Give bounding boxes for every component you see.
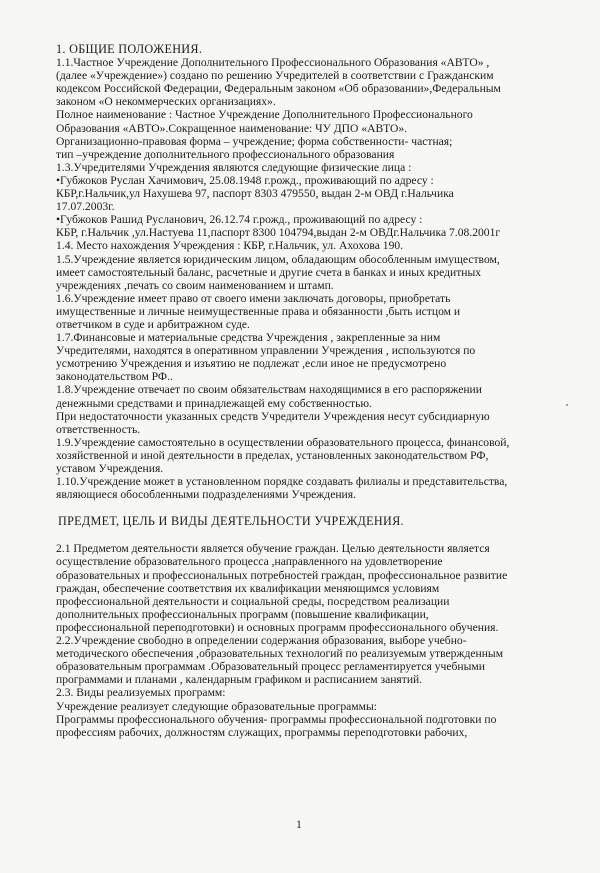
text-line: 17.07.2003г. [56,200,115,214]
section-general-body [56,56,576,501]
text-line: являющиеся обособленными подразделениями Учреждения. [56,488,356,502]
text-line: образовательных и профессиональных потребностей граждан, профессиональное развитие [56,568,508,582]
text-line: образовательным программам .Образовательный процесс регламентируется учебными [56,660,485,674]
text-line: 1.8.Учреждение отвечает по своим обязательствам находящимися в его распоряжении [56,383,482,397]
text-line: усмотрению Учреждения и изъятию не подлежат ,если иное не предусмотрено [56,357,447,371]
document-body [56,43,576,739]
text-line: учреждениях ,печать со своим наименованием и штамп. [56,278,334,292]
text-line: Полное наименование : Частное Учреждение Дополнительного Профессионального [56,108,473,122]
section-subject-body [56,542,576,738]
text-line: 1.7.Финансовые и материальные средства Учреждения , закрепленные за ним [56,331,441,345]
text-line: 1.3.Учредителями Учреждения являются следующие физические лица : [56,160,412,174]
scan-speck [566,404,568,406]
text-line: При недостаточности указанных средств Учредители Учреждения несут субсидиарную [56,409,490,423]
text-line: •Губжоков Рашид Русланович, 26.12.74 г.рожд., проживающий по адресу : [56,213,423,227]
text-line: методического обеспечения ,образовательных технологий по реализуемым утвержденным [56,647,504,661]
text-line: Организационно-правовая форма – учреждение; форма собственности- частная; [56,134,453,148]
text-line: осуществление образовательного процесса ,направленного на удовлетворение [56,555,443,569]
text-line: уставом Учреждения. [56,462,164,475]
text-line: 1.1.Частное Учреждение Дополнительного Профессионального Образования «АВТО» , [56,56,490,70]
text-line: 1.6.Учреждение имеет право от своего имени заключать договоры, приобретать [56,291,451,305]
text-line: денежными средствами и принадлежащей ему собственностью. [56,396,372,410]
text-line: 1.9.Учреждение самостоятельно в осуществлении образовательного процесса, финансовой, [56,435,510,449]
text-line: (далее «Учреждение») создано по решению Учредителей в соответствии с Гражданским [56,69,494,83]
text-line: профессиональной деятельности и социальной среды, посредством реализации [56,594,450,608]
text-line: законодательством РФ.. [56,370,173,384]
text-line: Учреждение реализует следующие образовательные программы: [56,699,377,713]
section-heading-subject: ПРЕДМЕТ, ЦЕЛЬ И ВИДЫ ДЕЯТЕЛЬНОСТИ УЧРЕЖДЕНИЯ. [58,514,404,529]
page-number: 1 [296,818,302,831]
text-line: имеет самостоятельный баланс, расчетные и другие счета в банках и иных кредитных [56,265,482,279]
text-line: кодексом Российской Федерации, Федеральным законом «Об образовании»,Федеральным [56,82,501,96]
text-line: тип –учреждение дополнительного профессионального образования [56,147,395,161]
text-line: имущественные и личные неимущественные права и обязанности ,быть истцом и [56,304,461,318]
text-line: законом «О некоммерческих организациях». [56,95,276,109]
text-line: дополнительных профессиональных программ (повышение квалификации, [56,607,429,621]
text-line: ответственность. [56,422,141,436]
text-line: 1.4. Место нахождения Учреждения : КБР, г.Нальчик, ул. Ахохова 190. [56,239,404,253]
text-line: 2.1 Предметом деятельности является обучение граждан. Целью деятельности является [56,542,490,556]
text-line: 1.10.Учреждение может в установленном порядке создавать филиалы и представительства, [56,475,508,489]
text-line: программами и планами , календарным графиком и расписанием занятий. [56,673,423,687]
text-line: граждан, обеспечение соответствия их квалификации меняющимся условиям [56,581,440,595]
text-line: профессиональной переподготовки) и основных программ профессионального обучения. [56,620,499,634]
section-heading-general: 1. ОБЩИЕ ПОЛОЖЕНИЯ. [56,42,203,56]
text-line: 1.5.Учреждение является юридическим лицом, обладающим обособленным имуществом, [56,252,500,266]
text-line: КБР,г.Нальчик,ул Нахушева 97, паспорт 8303 479550, выдан 2-м ОВД г.Нальчика [56,187,454,201]
text-line: профессиям рабочих, должностям служащих, программы переподготовки рабочих, [56,725,468,739]
text-line: Программы профессионального обучения- программы профессиональной подготовки по [56,712,497,726]
text-line: КБР, г.Нальчик ,ул.Настуева 11,паспорт 8300 104794,выдан 2-м ОВДг.Нальчика 7.08.2001г [56,226,501,240]
text-line: 2.2.Учреждение свободно в определении содержания образования, выборе учебно- [56,634,467,648]
text-line: 2.3. Виды реализуемых программ: [56,686,226,700]
text-line: Образования «АВТО».Сокращенное наименование: ЧУ ДПО «АВТО». [56,121,408,135]
text-line: хозяйственной и иной деятельности в пределах, установленных законодательством РФ, [56,448,489,462]
text-line: •Губжоков Руслан Хачимович, 25.08.1948 г.рожд., проживающий по адресу : [56,173,434,187]
text-line: ответчиком в суде и арбитражном суде. [56,317,250,331]
text-line: Учредителями, находятся в оперативном управлении Учреждения , используются по [56,344,476,358]
